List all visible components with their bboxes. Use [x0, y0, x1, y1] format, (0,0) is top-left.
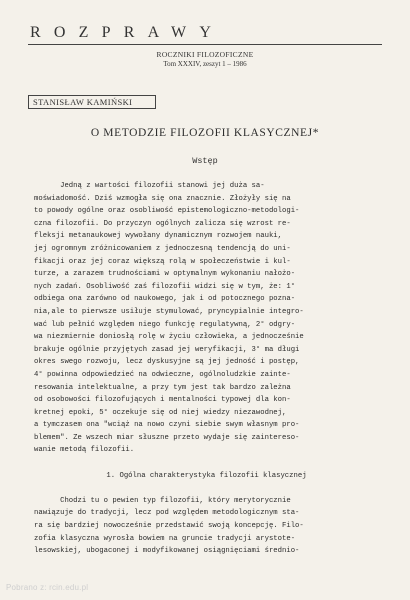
text-line: lesowskiej, ubogaconej i modyfikowanej osiągnięciami średnio- [34, 547, 300, 556]
journal-name: ROCZNIKI FILOZOFICZNE [156, 50, 254, 59]
text-line: ra się bardziej nowocześnie przedstawić swoją koncepcję. Filo- [34, 522, 304, 531]
text-line: fleksji metanaukowej wywołany dynamicznym rozwojem nauki, [34, 232, 282, 241]
text-line: 4° powinna odpowiedzieć na odwieczne, ogólnoludzkie zainte- [34, 370, 291, 379]
text-line: okres swego rozwoju, lecz dyskusyjne są jej jedność i postęp, [34, 358, 300, 367]
article-title: O METODZIE FILOZOFII KLASYCZNEJ* [90, 127, 320, 139]
text-line: odbiega ona zarówno od naukowego, jak i od potocznego pozna- [34, 295, 296, 304]
text-line: to powody ogólne oraz osobliwość epistemologiczno-metodologi- [34, 207, 300, 216]
text-line: od osobowości filozofujących i mentalności typowej dla kon- [34, 396, 291, 405]
journal-issue: Tom XXXIV, zeszyt 1 – 1986 [163, 60, 247, 68]
text-line: nych zadań. Osobliwość zaś filozofii widzi się w tym, że: 1° [34, 282, 296, 291]
section-paragraph [34, 495, 379, 558]
author-name: STANISŁAW KAMIŃSKI [28, 95, 156, 109]
text-line: wanie metodą filozofii. [34, 446, 135, 455]
text-line: jej ogromnym zróżnicowaniem z jednoczesną tendencją do uni- [34, 244, 291, 253]
text-line: kretnej epoki, 5° oczekuje się od niej wiedzy niezawodnej, [34, 408, 287, 417]
text-line: a tymczasem ona "wciąż na nowo czyni siebie swym własnym pro- [34, 421, 300, 430]
text-line: nawiązuje do tradycji, lecz pod względem metodologicznym sta- [34, 509, 300, 518]
text-line: resowania intelektualne, a przy tym jest tak bardzo zależna [34, 383, 291, 392]
source-watermark: Pobrano z: rcin.edu.pl [6, 583, 89, 592]
text-line: wać lub pełnić względem niego funkcję regulatywną, 2° odgry- [34, 320, 296, 329]
header-divider [28, 44, 382, 45]
article-body [34, 180, 379, 558]
text-line: turze, a zarazem trudnościami w optymalnym wykonaniu nałożo- [34, 270, 296, 279]
text-line: moświadomość. Dziś wzmogła się ona znacznie. Złożyły się na [34, 194, 291, 203]
text-line: zofia klasyczna wyrosła bowiem na gruncie tradycji arystote- [34, 534, 296, 543]
text-line: czna filozofii. Do przyczyn ogólnych zalicza się wzrost re- [34, 219, 291, 228]
text-line: blemem". Ze wszech miar słuszne przeto wydaje się zaintereso- [34, 433, 300, 442]
text-line: wa niezmiernie doniosłą rolę w życiu człowieka, a jednocześnie [34, 333, 304, 342]
section-header: ROZPRAWY [30, 24, 225, 41]
text-line: fikacji oraz jej coraz większą rolą w społeczeństwie i kul- [34, 257, 291, 266]
intro-heading: Wstęp [192, 156, 218, 166]
text-line: Chodzi tu o pewien typ filozofii, który merytorycznie [34, 496, 291, 505]
text-line: brakuje ogólnie przyjętych zasad jej weryfikacji, 3° ma długi [34, 345, 300, 354]
text-line: Jedną z wartości filozofii stanowi jej duża sa- [34, 182, 265, 190]
intro-paragraph [34, 180, 379, 457]
section-heading: 1. Ogólna charakterystyka filozofii klasycznej [106, 471, 307, 480]
text-line: nia,ale to pierwsze usiłuje stymulować, pryncypialnie integro- [34, 307, 304, 316]
